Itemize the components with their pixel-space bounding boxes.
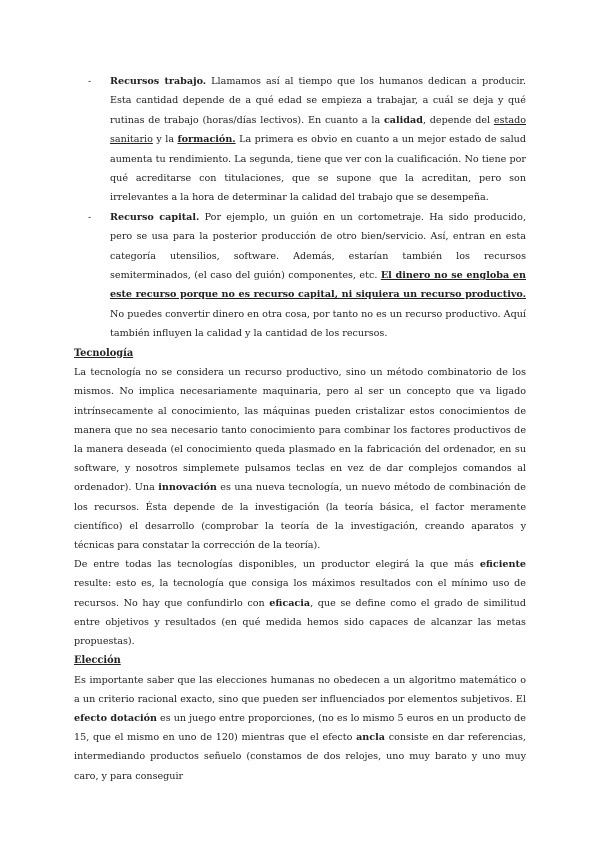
text-span: La tecnología no se considera un recurso productivo, sino un método combinatorio de los mismos. No implica necesariamente maquinaria, pero al ser un concepto que va ligado intrínsecamente al conocimiento, las máquinas pueden cristalizar estos conocimientos de manera que no sea necesario tanto conocimiento para combinar los factores productivos de la manera deseada (el conocimiento queda plasmado en la fabricación del ordenador, en su software, y nosotros simplemete pulsamos teclas en vez de dar complejos comandos al ordenador). Una: [74, 367, 526, 494]
term-calidad: calidad: [383, 114, 423, 126]
term-estado-sanitario: estado sanitario: [110, 114, 526, 146]
paragraph-tecnologia-1: [74, 363, 526, 555]
text-span: La primera es obvio en cuanto a un mejor estado de salud aumenta tu rendimiento. La segunda, tiene que ver con la cualificación. No tiene por qué acreditarse con titulaciones, que se supone que la acreditan, pero son irrelevantes a la hora de determinar la calidad del trabajo que se desempeña.: [110, 134, 526, 204]
heading-tecnologia: Tecnología: [74, 347, 134, 359]
term-formacion: formación.: [177, 134, 236, 146]
bullet-dash: -: [88, 211, 92, 223]
text-span: , depende del: [422, 114, 494, 126]
term-innovacion: innovación: [158, 482, 217, 494]
note-dinero: El dinero no se engloba en este recurso porque no es recurso capital, ni siquiera un recurso productivo.: [110, 270, 526, 301]
text-span: Por ejemplo, un guión en un cortometraje. Ha sido producido, pero se usa para la posterior producción de otro bien/servicio. Así, entran en esta categoría utensilios, software. Además, estarían también los recursos semiterminados, (el caso del guión) componentes, etc.: [110, 211, 526, 282]
term-recursos-trabajo: Recursos trabajo.: [110, 76, 207, 87]
bullet-recursos-trabajo: [74, 72, 526, 208]
bullet-recurso-capital: [74, 208, 526, 344]
text-span: consiste en dar referencias, intermediando productos señuelo (constamos de dos relojes, uno muy barato y uno muy caro, y para conseguir: [74, 732, 526, 782]
text-span: De entre todas las tecnologías disponibles, un productor elegirá la que más: [74, 559, 480, 571]
text-span: es una nueva tecnología, un nuevo método de combinación de los recursos. Ésta depende de la investigación (la teoría básica, el factor meramente científico) el desarrollo (comprobar la teoría de la investigación, creando aparatos y técnicas para constatar la corrección de la teoría).: [74, 482, 526, 551]
text-span: resulte: esto es, la tecnología que consiga los máximos resultados con el mínimo uso de recursos. No hay que confundirlo con: [74, 578, 526, 609]
paragraph-tecnologia-2: [74, 555, 526, 651]
text-span: Es importante saber que las elecciones humanas no obedecen a un algoritmo matemático o a un criterio racional exacto, sino que pueden ser influenciados por elementos subjetivos. El: [74, 674, 526, 705]
term-efecto-dotacion: efecto dotación: [74, 712, 157, 724]
text-span: y la: [152, 134, 178, 146]
text-span: es un juego entre proporciones, (no es lo mismo 5 euros en un producto de 15, que el mismo en uno de 120) mientras que el efecto: [74, 712, 526, 744]
text-span: Llamamos así al tiempo que los humanos dedican a producir. Esta cantidad depende de a qué edad se empieza a trabajar, a cuál se deja y qué rutinas de trabajo (horas/días lectivos). En cuanto a la: [110, 76, 526, 126]
term-eficacia: eficacia: [269, 597, 311, 609]
term-recurso-capital: Recurso capital.: [110, 211, 200, 223]
text-span: , que se define como el grado de similitud entre objetivos y resultados (en qué medida hemos sido capaces de alcanzar las metas propuestas).: [74, 597, 526, 647]
term-eficiente: eficiente: [479, 559, 526, 571]
bullet-dash: -: [88, 76, 92, 87]
term-ancla: ancla: [356, 732, 385, 744]
text-span: No puedes convertir dinero en otra cosa, por tanto no es un recurso productivo. Aquí también influyen la calidad y la cantidad de los recursos.: [110, 308, 526, 340]
paragraph-eleccion-1: [74, 671, 526, 786]
heading-eleccion: Elección: [74, 655, 121, 667]
